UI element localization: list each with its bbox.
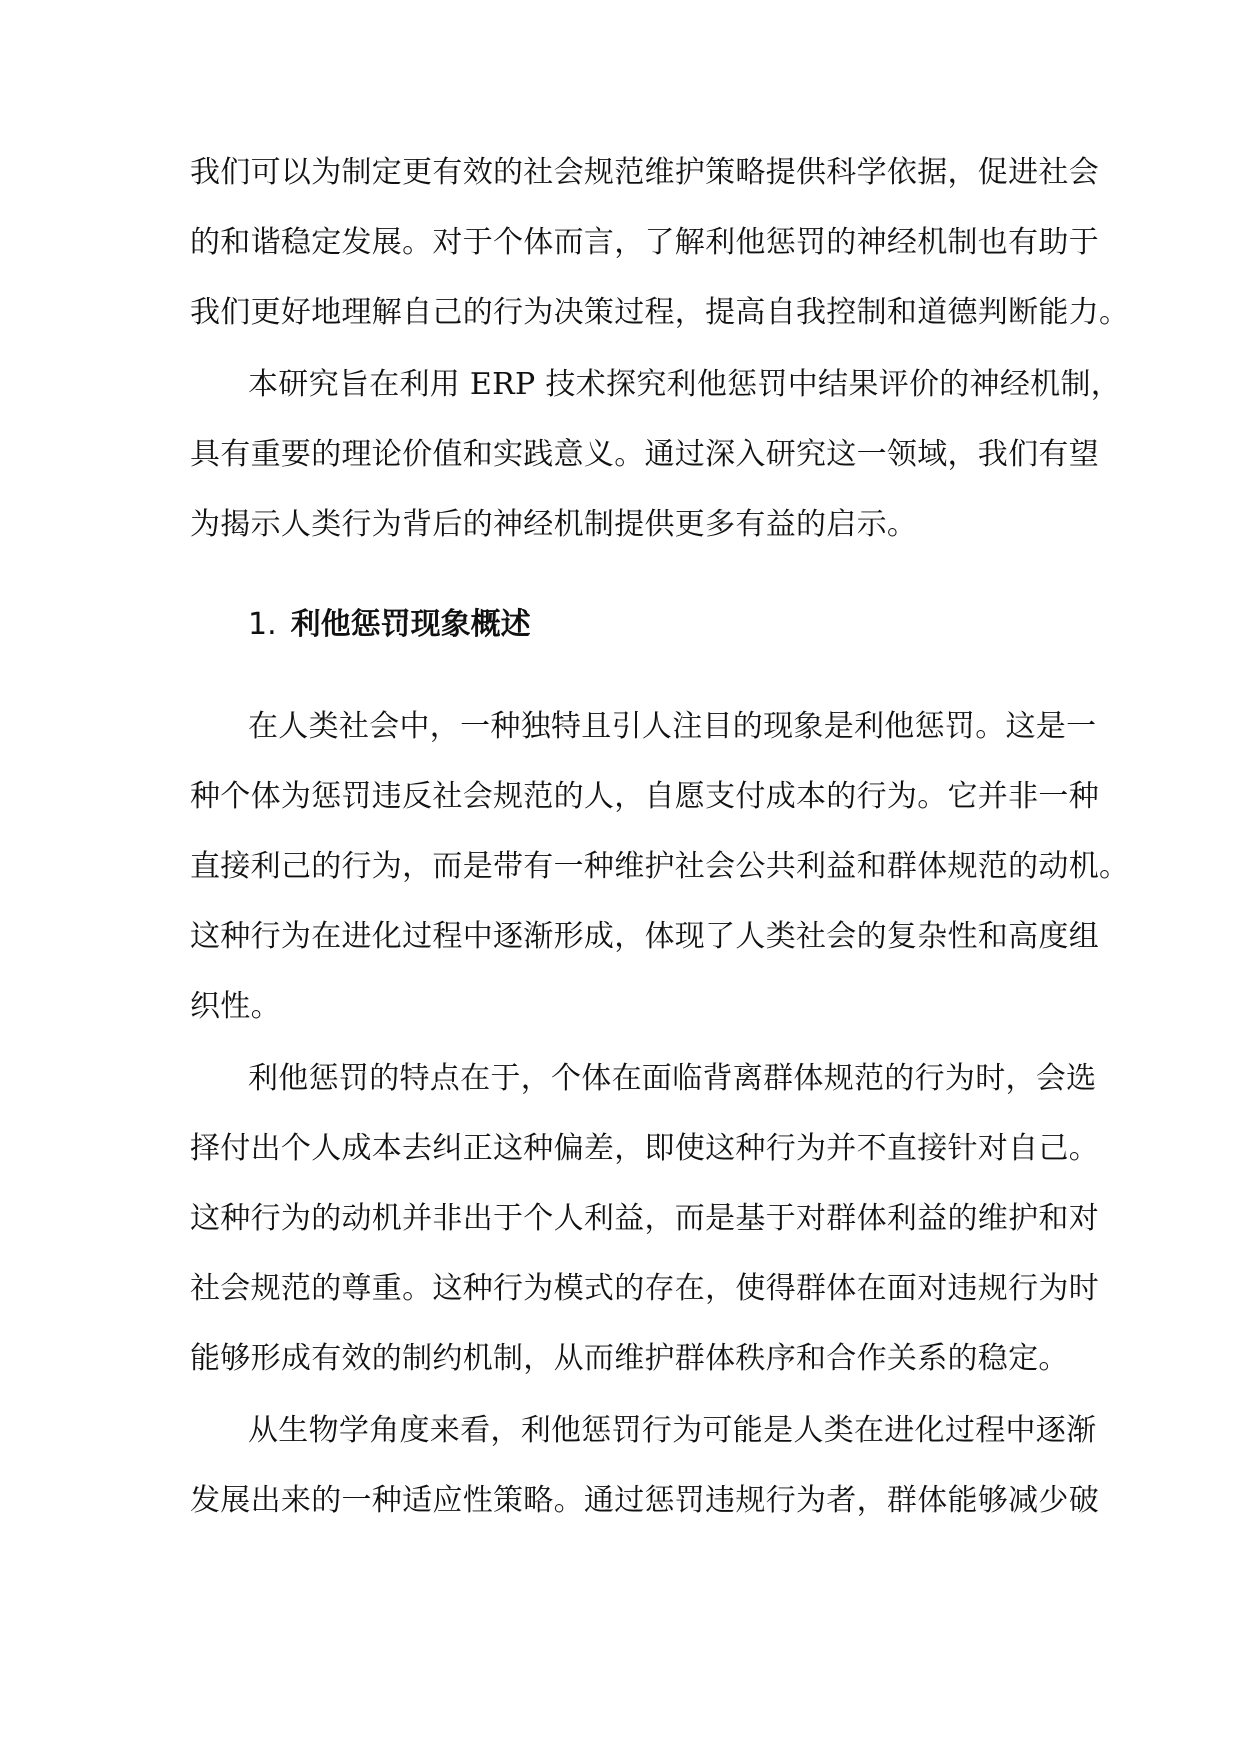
paragraph-first-line: 在人类社会中，一种独特且引人注目的现象是利他惩罚。这是一 xyxy=(248,709,1097,744)
paragraph-first-line: 从生物学角度来看，利他惩罚行为可能是人类在进化过程中逐渐 xyxy=(248,1413,1097,1448)
text-line: 择付出个人成本去纠正这种偏差，即使这种行为并不直接针对自己。 xyxy=(190,1131,1099,1166)
text-line: 能够形成有效的制约机制，从而维护群体秩序和合作关系的稳定。 xyxy=(190,1341,1069,1376)
text-line: 我们可以为制定更有效的社会规范维护策略提供科学依据，促进社会 xyxy=(190,155,1099,190)
text-line: 这种行为在进化过程中逐渐形成，体现了人类社会的复杂性和高度组 xyxy=(190,919,1099,954)
text-line: 直接利己的行为，而是带有一种维护社会公共利益和群体规范的动机。 xyxy=(190,849,1130,884)
section-title: 利他惩罚现象概述 xyxy=(290,607,531,642)
text-line: 具有重要的理论价值和实践意义。通过深入研究这一领域，我们有望 xyxy=(190,437,1099,472)
text-line: 我们更好地理解自己的行为决策过程，提高自我控制和道德判断能力。 xyxy=(190,295,1130,330)
text-line: 发展出来的一种适应性策略。通过惩罚违规行为者，群体能够减少破 xyxy=(190,1483,1099,1518)
text-line: 织性。 xyxy=(190,989,281,1024)
text-line: 种个体为惩罚违反社会规范的人，自愿支付成本的行为。它并非一种 xyxy=(190,779,1099,814)
section-number: 1. xyxy=(248,607,277,642)
text-line: 这种行为的动机并非出于个人利益，而是基于对群体利益的维护和对 xyxy=(190,1201,1099,1236)
text-line: 社会规范的尊重。这种行为模式的存在，使得群体在面对违规行为时 xyxy=(190,1271,1099,1306)
text-line: 的和谐稳定发展。对于个体而言，了解利他惩罚的神经机制也有助于 xyxy=(190,225,1099,260)
paragraph-first-line: 利他惩罚的特点在于，个体在面临背离群体规范的行为时，会选 xyxy=(248,1061,1097,1096)
paragraph-first-line: 本研究旨在利用 ERP 技术探究利他惩罚中结果评价的神经机制， xyxy=(248,367,1122,402)
section-heading xyxy=(248,595,531,655)
text-line: 为揭示人类行为背后的神经机制提供更多有益的启示。 xyxy=(190,507,918,542)
